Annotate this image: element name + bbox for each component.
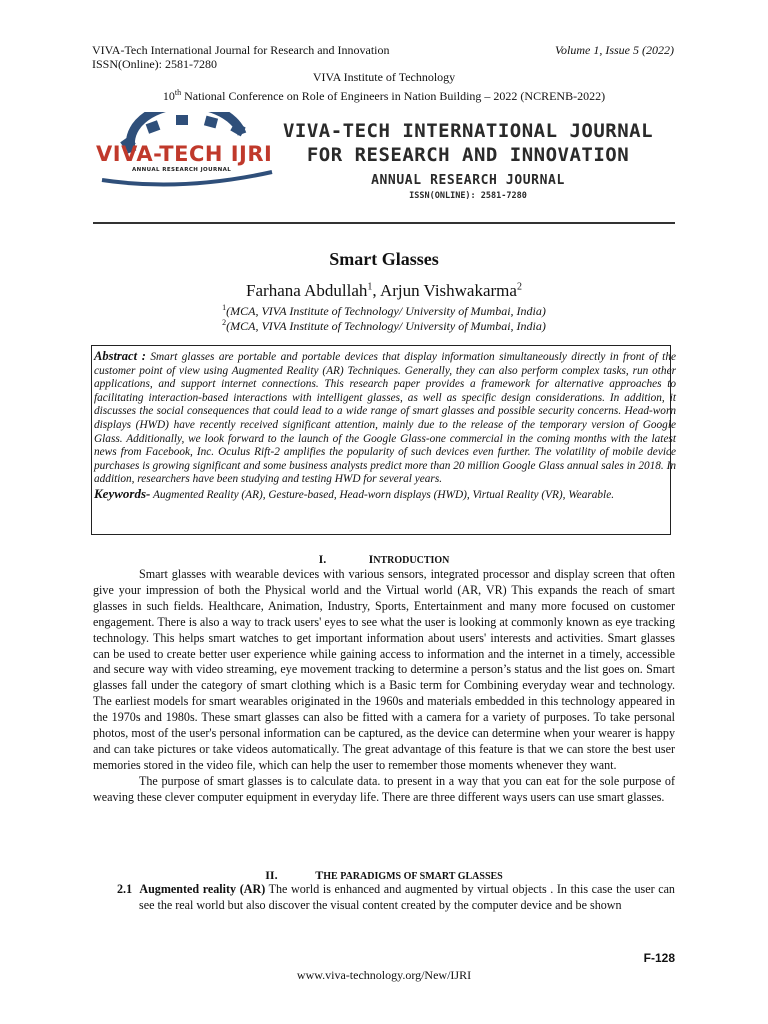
section-heading-introduction: I. INTRODUCTION: [318, 552, 450, 566]
institute-name: VIVA Institute of Technology: [312, 70, 456, 84]
banner-title-line2: FOR RESEARCH AND INNOVATION: [306, 144, 630, 166]
footer-url: www.viva-technology.org/New/IJRI: [296, 968, 472, 982]
journal-name: VIVA-Tech International Journal for Research and Innovation: [92, 43, 390, 57]
banner-title-line1: VIVA-TECH INTERNATIONAL JOURNAL: [282, 120, 654, 142]
abstract-label: Abstract :: [94, 349, 146, 363]
keywords-text: Augmented Reality (AR), Gesture-based, Head-worn displays (HWD), Virtual Reality (VR), Wearable.: [150, 488, 615, 501]
section-heading-paradigms: II. THE PARADIGMS OF SMART GLASSES: [265, 868, 503, 882]
subsection-augmented-reality: 2.1 Augmented reality (AR) The world is enhanced and augmented by virtual objects . In this case the user can see the real world but also discover the visual content created by the computer device and be shown: [117, 882, 675, 912]
affiliation-2: $^2$(MCA, VIVA Institute of Technology/ University of Mumbai, India): [222, 318, 546, 333]
header-divider: [93, 222, 675, 224]
affiliation-1: $^1$(MCA, VIVA Institute of Technology/ University of Mumbai, India): [222, 303, 546, 318]
author-list: Farhana Abdullah$^1$, Arjun Vishwakarma$^2$: [246, 281, 522, 300]
introduction-paragraph-1: Smart glasses with wearable devices with various sensors, integrated processor and display screen that often give your impression of both the Physical world and the Virtual world (AR, VR) This expands the reach of smart glasses in such fields. Healthcare, Animation, Industry, Sports, Entertainment and many more focused on customer engagement. There is also a way to track users' eyes to see what the user is looking at commonly known as eye tracking technology. This helps smart watches to get important information about users' interests and activities. Smart glasses can be used to create better user experience while gaining access to information and the internet in a timely, accessible and secure way with video streaming, eye movement tracking to determine a person’s status and the list goes on. Smart glasses fall under the category of smart clothing which is a Basic term for Combining everyday wear and technology. The earliest models for smart wearables originated in the 1960s and materials embedded in this technology appeared in the 1970s and 1980s. These smart glasses can also be fitted with a camera for a variety of purposes. To take personal photos, most of the user's personal information can be captured, as the device can determine when your wearer is happy and can take pictures or take videos automatically. The great advantage of this feature is that we can store the best user memories stored in the video file, which can help the user to remember those moments whenever they want.: [93, 567, 675, 772]
journal-logo: [92, 112, 280, 190]
logo-subtext: ANNUAL RESEARCH JOURNAL: [132, 167, 232, 173]
keywords-paragraph: [94, 487, 676, 503]
banner-issn: ISSN(ONLINE): 2581-7280: [409, 191, 527, 201]
abstract-paragraph: [94, 350, 676, 487]
conference-line: 10th National Conference on Role of Engineers in Nation Building – 2022 (NCRENB-2022): [162, 88, 606, 103]
introduction-body: [93, 567, 675, 806]
journal-issn: ISSN(Online): 2581-7280: [92, 57, 217, 71]
paper-title: Smart Glasses: [329, 249, 439, 269]
running-header-left: [92, 43, 390, 71]
keywords-label: Keywords-: [94, 485, 151, 501]
volume-issue: Volume 1, Issue 5 (2022): [555, 43, 674, 57]
abstract-box: [91, 345, 676, 535]
logo-text: VIVA-TECH IJRI: [96, 142, 273, 166]
banner-subtitle: ANNUAL RESEARCH JOURNAL: [371, 173, 565, 188]
page-number: F-128: [643, 951, 675, 965]
introduction-paragraph-2: The purpose of smart glasses is to calculate data. to present in a way that you can eat for the sole purpose of weaving these clever computer equipment in everyday life. There are three different ways users can use smart glasses.: [93, 773, 675, 804]
abstract-text: Smart glasses are portable and portable devices that display information simultaneously directly in front of the customer point of view using Augmented Reality (AR) Techniques. Generally, they can also perform complex tasks, run other applications, and support internet connections. This research paper provides a framework for alternative approaches to facilitating interaction-based interactions with intelligent glasses, as well as specific design considerations. In addition, it discusses the social consequences that could lead to a wide range of smart glasses and possible security concerns. Head-worn displays (HWD) have recently received significant attention, mainly due to the release of the temporary version of Google Glass. Additionally, we look forward to the launch of the Google Glass-one commercial in the coming months with the latest news from Facebook, Inc. Oculus Rift-2 amplifies the popularity of such devices even further. The volatility of mobile device purchases is growing significant and some business analysts predict more than 20 million Google Glass annual sales in 2018. In addition, researchers have been studying and testing HWD for several years.: [94, 351, 676, 486]
